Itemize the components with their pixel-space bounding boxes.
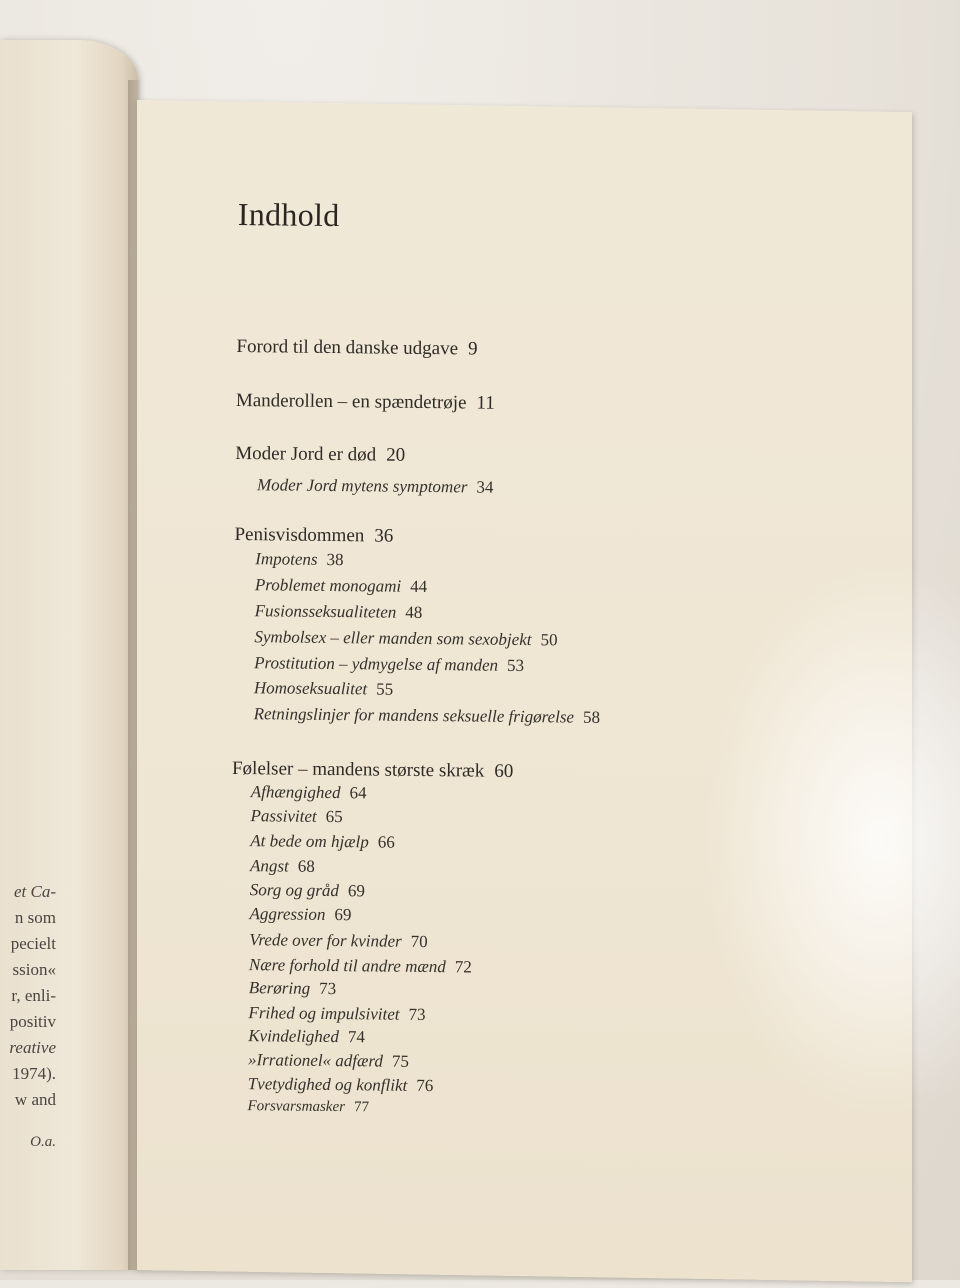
subsection-title: Angst [249,856,289,876]
page-number: 53 [506,655,525,676]
toc-subsection [249,904,351,925]
subsection-title: Afhængighed [250,782,341,803]
page-number: 69 [347,881,365,901]
page-number: 55 [376,679,394,699]
page-number: 68 [297,856,315,876]
toc-subsection [254,627,557,650]
toc-subsection [248,1050,409,1072]
left-page-fragment: pecielt [10,934,56,953]
subsection-title: Kvindelighed [248,1026,340,1047]
left-page-fragment: positiv [9,1012,56,1031]
page-number: 66 [377,832,395,852]
subsection-title: Sorg og gråd [249,880,339,901]
toc-chapter [236,390,495,415]
page-number: 64 [349,783,367,803]
page-number: 69 [334,905,352,925]
page-number: 77 [353,1099,370,1116]
subsection-title: Tvetydighed og konflikt [247,1074,408,1095]
subsection-title: Fusionsseksualiteten [254,601,397,622]
page-number: 60 [494,760,514,782]
subsection-title: Symbolsex – eller manden som sexobjekt [254,627,532,650]
toc-subsection [254,704,601,728]
toc-subsection [250,856,315,877]
toc-subsection [247,1098,369,1116]
page-number: 9 [467,338,478,360]
toc-subsection [249,930,428,952]
toc-chapter [232,758,513,783]
page-number: 73 [408,1004,426,1025]
left-page-fragment: w and [14,1090,56,1109]
page-number: 65 [325,806,343,827]
subsection-title: Impotens [255,549,318,569]
subsection-title: Berøring [248,978,311,998]
toc-subsection [257,475,494,497]
chapter-title: Moder Jord er død [235,442,377,466]
toc-subsection [255,549,344,570]
subsection-title: Vrede over for kvinder [249,930,402,951]
page-number: 11 [476,392,495,414]
page-number: 70 [410,931,428,952]
left-page-fragment: 1974). [12,1064,56,1083]
page-number: 36 [374,525,394,547]
subsection-title: Homoseksualitet [253,678,368,699]
page-number: 38 [326,549,344,570]
toc-subsection [248,1074,434,1096]
toc-chapter [236,336,477,361]
page-number: 34 [476,477,494,497]
chapter-title: Følelser – mandens største skræk [231,757,485,782]
left-page-fragment: r, enli- [11,986,56,1005]
toc-chapter [235,443,405,467]
toc-subsection [251,782,367,803]
subsection-title: Retningslinjer for mandens seksuelle frigørelse [253,704,575,727]
page-number: 76 [416,1075,434,1096]
page-number: 50 [540,630,558,650]
toc-subsection [248,1003,425,1025]
page-number: 72 [454,957,472,977]
chapter-title: Manderollen – en spændetrøje [235,389,467,414]
toc-subsection [254,678,394,699]
subsection-title: Nære forhold til andre mænd [248,955,446,977]
toc-subsection [249,955,472,977]
page-number: 58 [582,707,601,727]
toc-subsection [255,575,427,597]
subsection-title: »Irrationel« adfærd [247,1050,383,1071]
toc-subsection [250,880,365,901]
toc-subsection [250,806,342,827]
toc-subsection [248,1026,365,1047]
subsection-title: Prostitution – ydmygelse af manden [254,653,499,675]
subsection-title: Moder Jord mytens symptomer [256,475,468,497]
page-number: 74 [347,1027,365,1047]
subsection-title: Problemet monogami [254,575,402,596]
page-number: 44 [410,576,428,597]
left-page-fragment: n som [14,908,56,927]
toc-subsection [255,601,423,623]
page-number: 48 [405,602,423,622]
page-number: 20 [386,444,406,466]
left-page-fragment: O.a. [30,1134,56,1150]
subsection-title: Forsvarsmasker [247,1098,346,1116]
subsection-title: At bede om hjælp [250,831,369,852]
subsection-title: Frihed og impulsivitet [248,1003,400,1024]
subsection-title: Aggression [249,904,326,924]
left-page-fragment: reative [9,1038,56,1057]
chapter-title: Penisvisdommen [234,523,365,547]
toc-subsection [249,978,337,999]
toc-subsection [254,653,524,676]
page-number: 73 [319,978,337,999]
left-page-fragment: ssion« [12,960,56,979]
subsection-title: Passivitet [250,806,317,826]
toc-subsection [250,831,395,853]
chapter-title: Forord til den danske udgave [236,335,459,360]
toc-chapter [234,524,393,548]
page-number: 75 [391,1051,409,1071]
left-page-fragment: et Ca- [13,882,56,901]
page-title: Indhold [237,196,340,234]
